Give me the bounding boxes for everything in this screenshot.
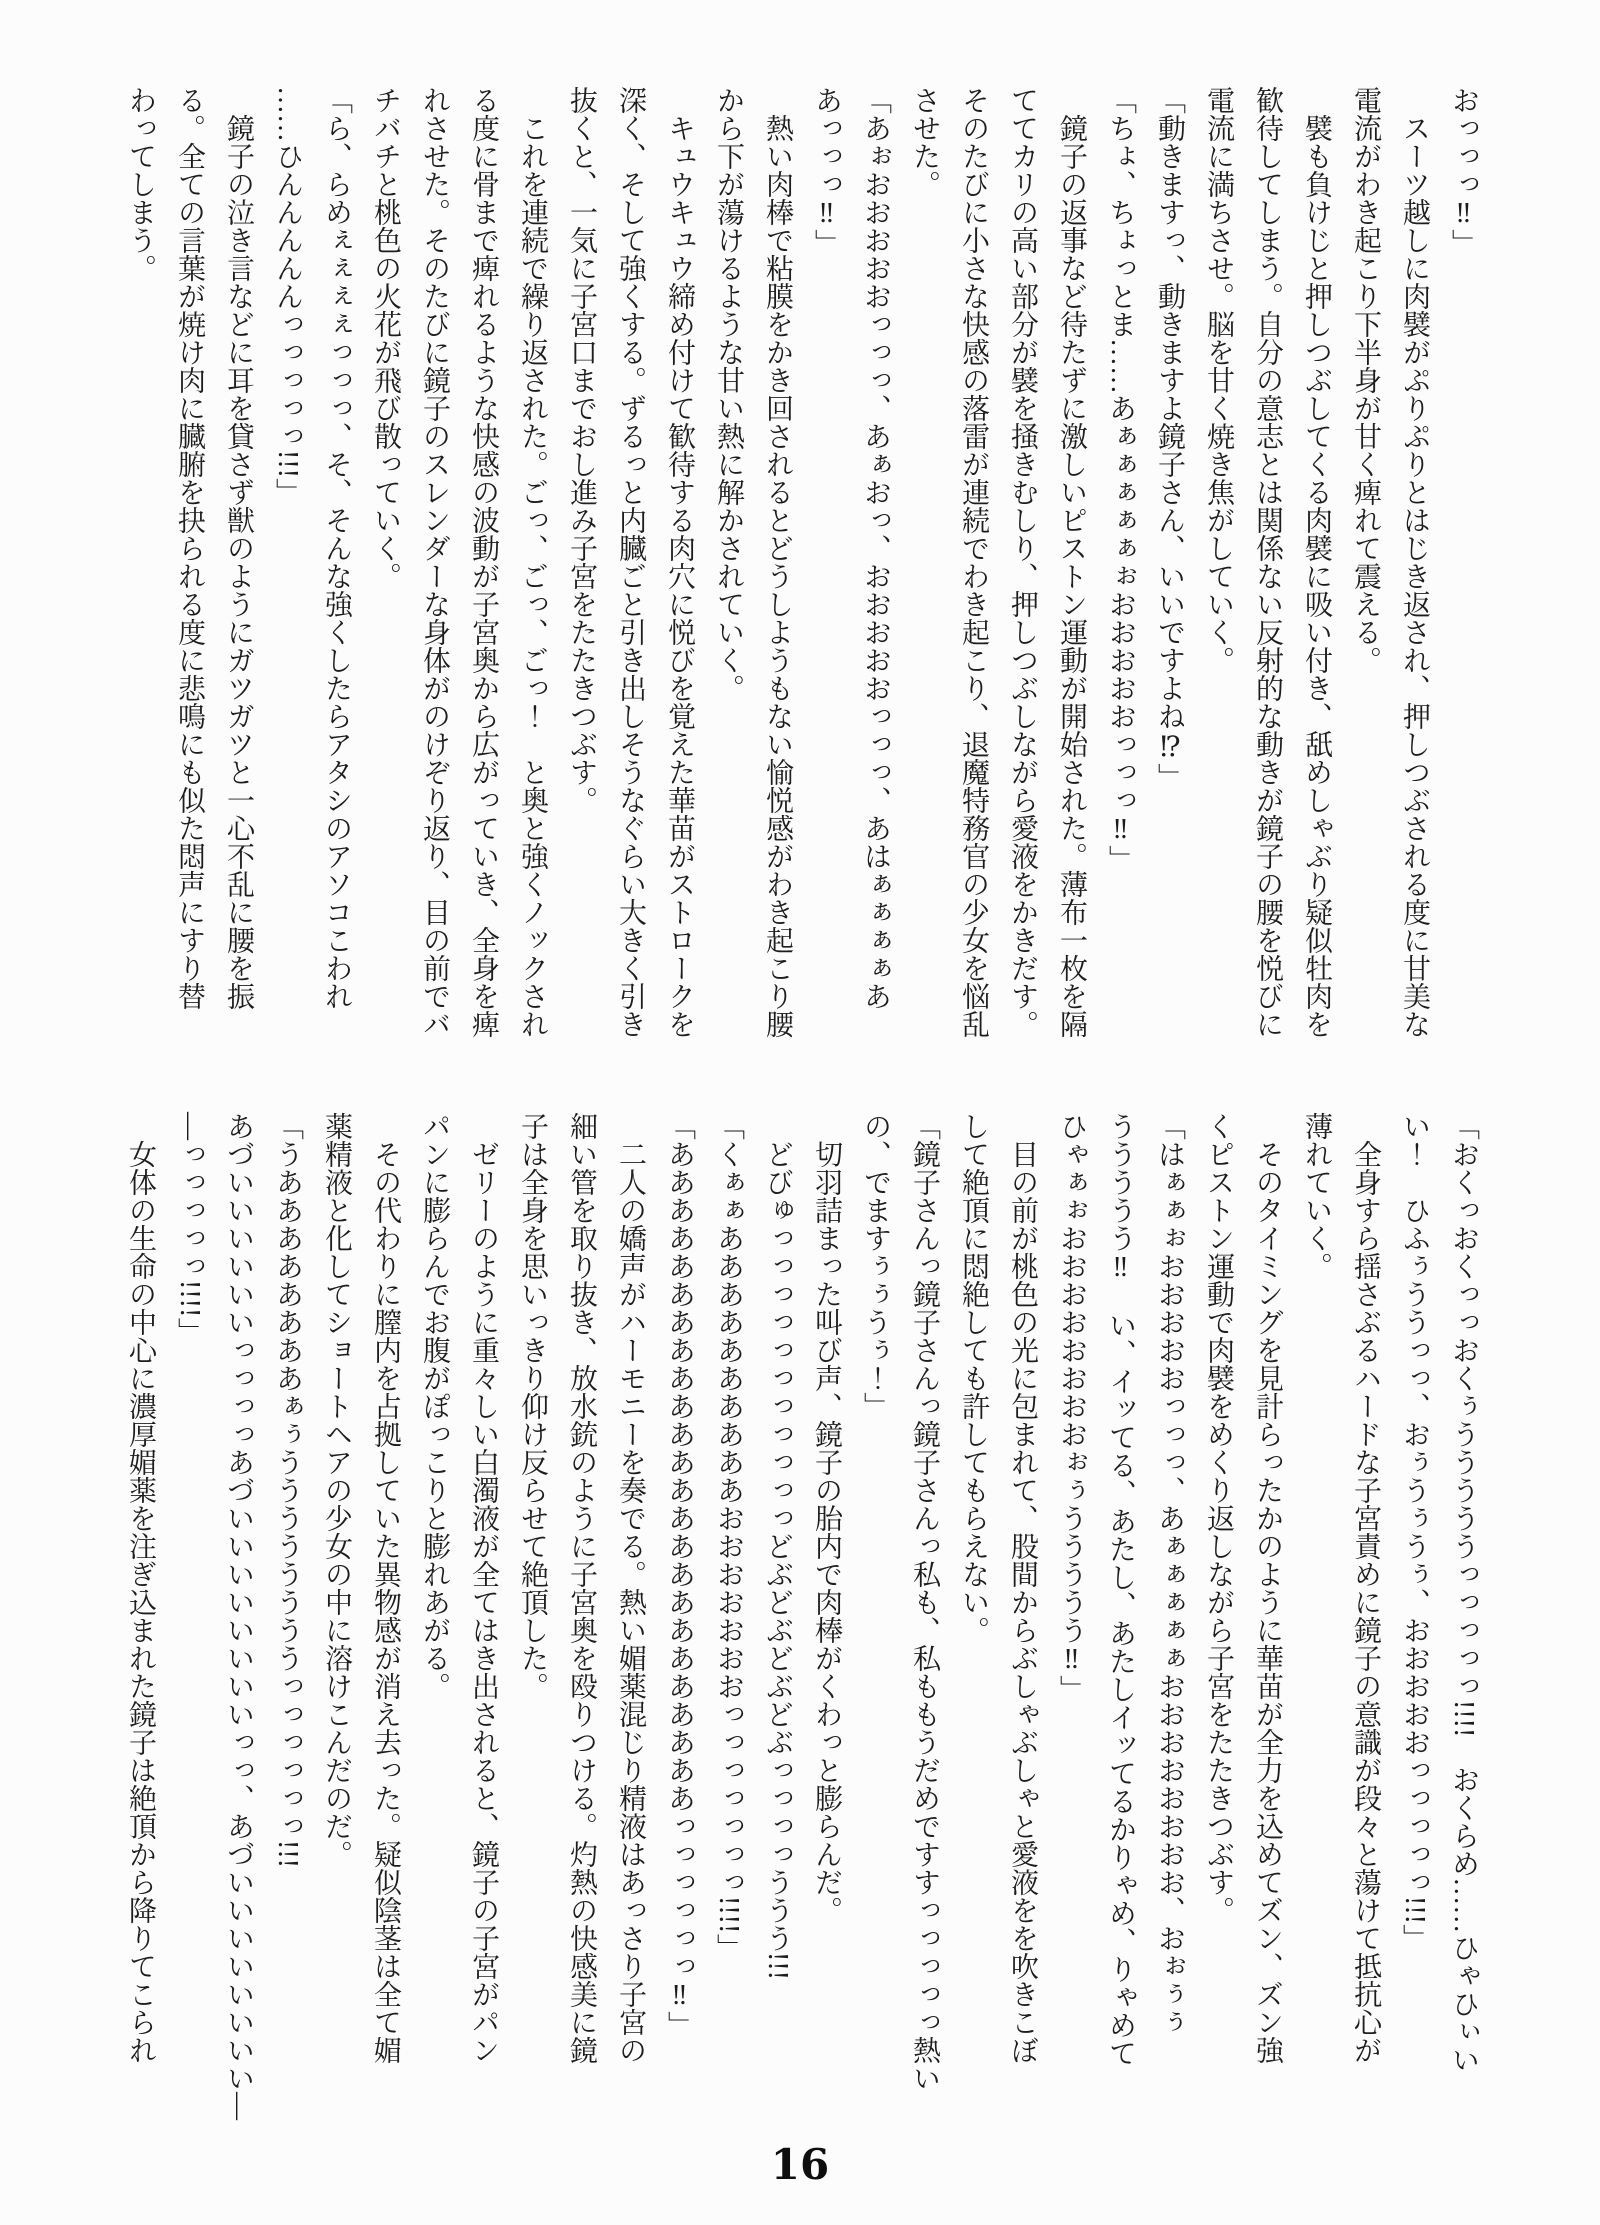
text-column: そのたびに小さな快感の落雷が連続でわき起こり、退魔特務官の少女を悩乱 <box>958 86 989 1038</box>
text-column: 電流に満ちさせ。脳を甘く焼き焦がしていく。 <box>1203 86 1234 674</box>
text-column: おっっっ‼」 <box>1448 86 1479 257</box>
text-column: キュウキュウ締め付けて歓待する肉穴に悦びを覚えた華苗がストロークを <box>664 114 695 1038</box>
text-column: 切羽詰まった叫び声、鏡子の胎内で肉棒がくわっと膨らんだ。 <box>811 1140 842 1924</box>
text-column: 「おくっおくっっおくぅうううううっっっっっ!!!! おくらめ……ひゃひぃい <box>1448 1112 1479 2074</box>
text-column: 「動きますっ、動きますよ鏡子さん、いいですよね⁉」 <box>1154 86 1185 791</box>
text-column: 子は全身を思いっきり仰け反らせて絶頂した。 <box>517 1112 548 1700</box>
text-column: させた。 <box>909 86 940 198</box>
text-column: チバチと桃色の火花が飛び散っていく。 <box>370 86 401 590</box>
text-column: 細い管を取り抜き、放水銃のように子宮奥を殴りつける。灼熱の快感美に鏡 <box>566 1112 597 2064</box>
top-text-block <box>116 86 1488 1094</box>
text-column: 深く、そして強くする。ずるっと内臓ごと引き出しそうなぐらい大きく引き <box>615 86 646 1038</box>
bottom-text-block <box>116 1112 1488 2120</box>
text-column: わってしまう。 <box>125 86 156 282</box>
text-column: 鏡子の返事など待たずに激しいピストン運動が開始された。薄布一枚を隔 <box>1056 114 1087 1038</box>
text-column: 薬精液と化してショートヘアの少女の中に溶けこんだのだ。 <box>321 1112 352 1868</box>
text-column: して絶頂に悶絶しても許してもらえない。 <box>958 1112 989 1644</box>
text-column: ててカリの高い部分が襞を掻きむしり、押しつぶしながら愛液をかきだす。 <box>1007 86 1038 1038</box>
text-column: 目の前が桃色の光に包まれて、股間からぶしゃぶしゃと愛液をを吹きこぼ <box>1007 1140 1038 2064</box>
text-column: い！ ひふぅううっっ、おぅうぅうぅ、おおおおおっっっっっ!!!」 <box>1399 1112 1430 1952</box>
text-column: あっっっ‼」 <box>811 86 842 257</box>
text-column: 「ら、らめぇぇぇぇっっっ、そ、そんな強くしたらアタシのアソコこわれ <box>321 86 352 1010</box>
page-number: 16 <box>770 2140 830 2189</box>
text-column: ―っっっっっ!!!!」 <box>174 1112 205 1346</box>
text-column: 熱い肉棒で粘膜をかき回されるとどうしようもない愉悦感がわき起こり腰 <box>762 114 793 1038</box>
text-column: れさせた。そのたびに鏡子のスレンダーな身体がのけぞり返り、目の前でバ <box>419 86 450 1038</box>
text-column: から下が蕩けるような甘い熱に解かされていく。 <box>713 86 744 702</box>
text-column: 「はぁぁぉおおおおおっっっ、あぁぁぁぁぁおおおおおおおお、おぉぅぅ <box>1154 1112 1185 2036</box>
text-column: そのタイミングを見計らったかのように華苗が全力を込めてズン、ズン強 <box>1252 1140 1283 2064</box>
text-column: 「ああああああああああああああああああああああああっっっっっっ‼」 <box>664 1112 695 2039</box>
text-column: る度に骨まで痺れるような快感の波動が子宮奥から広がっていき、全身を痺 <box>468 86 499 1038</box>
text-column: の、でますぅぅうぅ！」 <box>860 1112 891 1420</box>
text-column: これを連続で繰り返された。ごっ、ごっ、ごっ！ と奥と強くノックされ <box>517 114 548 1038</box>
text-column: 薄れていく。 <box>1301 1112 1332 1280</box>
text-column: ……ひんんんんんっっっっっ!!!」 <box>272 86 303 506</box>
text-column: 二人の嬌声がハーモニーを奏でる。熱い媚薬混じり精液はあっさり子宮の <box>615 1140 646 2064</box>
text-column: 「あぉおおおおおっっっ、あぁおっ、おおおおおっっっ、あはぁぁぁぁあ <box>860 86 891 1010</box>
text-column: 「くぁぁああああああああああおおおおおおおっっっっっっっ!!!!」 <box>713 1112 744 1962</box>
text-column: ううううう‼ い、イッてる、あたし、あたしイッてるかりゃめ、りゃめて <box>1105 1112 1136 2067</box>
text-column: ひゃぁぉおおおおおおおおぉぅううううう‼」 <box>1056 1112 1087 1703</box>
text-column: 鏡子の泣き言などに耳を貸さず獣のようにガツガツと一心不乱に腰を振 <box>223 114 254 1010</box>
text-column: 女体の生命の中心に濃厚媚薬を注ぎ込まれた鏡子は絶頂から降りてこられ <box>125 1140 156 2064</box>
text-column: 「鏡子さんっ鏡子さんっ鏡子さんっ私も、私ももうだめですすっっっっっ熱い <box>909 1112 940 2092</box>
text-column: る。全ての言葉が焼け肉に臓腑を抉られる度に悲鳴にも似た悶声にすり替 <box>174 86 205 1010</box>
text-column: 襞も負けじと押しつぶしてくる肉襞に吸い付き、舐めしゃぶり疑似牡肉を <box>1301 114 1332 1038</box>
text-column: くピストン運動で肉襞をめくり返しながら子宮をたたきつぶす。 <box>1203 1112 1234 1924</box>
text-column: その代わりに膣内を占拠していた異物感が消え去った。疑似陰茎は全て媚 <box>370 1140 401 2064</box>
text-column: スーツ越しに肉襞がぷりぷりとはじき返され、押しつぶされる度に甘美な <box>1399 114 1430 1038</box>
text-column: 歓待してしまう。自分の意志とは関係ない反射的な動きが鏡子の腰を悦びに <box>1252 86 1283 1038</box>
text-column: あづいいいいいいっっっっあづいいいいいいいいっっ、あづいいいいいいいい― <box>223 1112 254 2120</box>
text-column: どびゅっっっっっっっっっっっどぶどぶどぶどぶっっっっううう!!! <box>762 1140 793 1980</box>
text-column: 電流がわき起こり下半身が甘く痺れて震える。 <box>1350 86 1381 674</box>
text-column: 全身すら揺さぶるハードな子宮責めに鏡子の意識が段々と蕩けて抵抗心が <box>1350 1140 1381 2064</box>
text-column: ゼリーのように重々しい白濁液が全てはき出されると、鏡子の子宮がパン <box>468 1140 499 2064</box>
text-column: 「うああああああああぁぅううううううううっっっっっっ!!! <box>272 1112 303 1868</box>
text-column: 「ちょ、ちょっとま……あぁぁぁぁぁぉおおおおおっっっ‼」 <box>1105 86 1136 873</box>
text-column: パンに膨らんでお腹がぽっこりと膨れあがる。 <box>419 1112 450 1700</box>
text-column: 抜くと、一気に子宮口までおし進み子宮をたたきつぶす。 <box>566 86 597 814</box>
